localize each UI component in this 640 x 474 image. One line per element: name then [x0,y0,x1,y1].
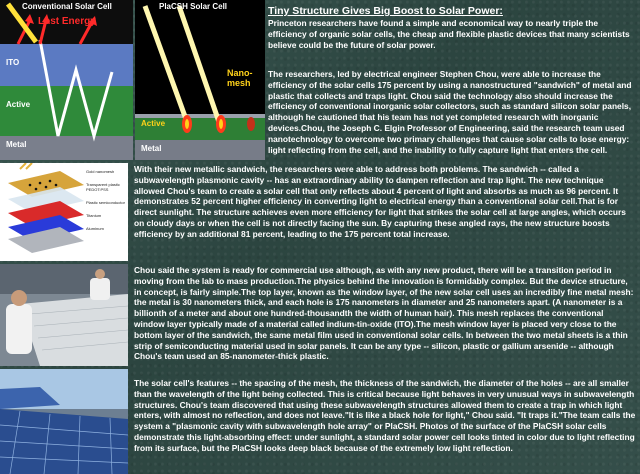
lost-energy-label: Lost Energy [38,16,96,27]
placsh-solar-cell-figure [135,0,265,160]
stack-legend [86,169,128,231]
stack-label-semiconductor: Plastic semiconductor [86,200,125,205]
conventional-title: Conventional Solar Cell [22,2,112,11]
placsh-active-label: Active [141,119,166,128]
article-title: Tiny Structure Gives Big Boost to Solar Power: [268,5,503,17]
stack-label-gold: Gold nanomesh [86,169,115,174]
metal-layer-label: Metal [6,140,27,149]
conventional-solar-cell-figure [0,0,133,160]
article-paragraph-1: Princeton researchers have found a simple and economical way to nearly triple the efficiency of organic solar cells, the cheap and flexible plastic devices that many scientists believe could be the future of solar power. [268,18,630,50]
article-paragraph-3: With their new metallic sandwich, the researchers were able to address both problems. The sandwich -- called a subwavelength plasmonic cavity -- has an extraordinary ability to dampen reflection and trap light. The new technique allowed Chou's team to create a solar cell that only reflects about 4 percent of light and absorbs as much as 96 percent. It demonstrates 52 percent higher efficiency in converting light to electrical energy than a conventional solar cell.That is for direct sunlight. The structure achieves even more efficiency for light that strikes the solar cell at large angles, which occurs on cloudy days or when the cell is not directly facing the sun. By capturing these angled rays, the new structure boosts efficiency by an additional 81 percent, leading to the 175 percent total increase. [134,164,626,239]
ito-layer-label: ITO [6,58,20,67]
layer-stack-figure [0,163,128,261]
stack-label-pedot: Transparent plastic PEDOT:PSS [86,182,120,192]
workers-photo [0,264,128,366]
solar-panels-illustration [0,369,128,474]
stack-label-titanium: Titanium [86,213,102,218]
placsh-metal-label: Metal [141,144,162,153]
article-paragraph-4: Chou said the system is ready for commercial use although, as with any new product, there will be a transition period in moving from the lab to mass production.The physics behind the innovation is formidably complex. But the device structure, in concept, is fairly simple.The top layer, known as the window layer, of the new solar cell uses an incredibly fine metal mesh: the metal is 30 nanometers thick, and each hole is 175 nanometers in diameter and 25 nanometers apart. (A nanometer is a billionth of a meter and about one hundred-thousandth the width of human hair). This mesh replaces the conventional window layer typically made of a material called indium-tin-oxide (ITO).The mesh window layer is placed very close to the bottom layer of the sandwich, the same metal film used in conventional solar cells. In between the two metal sheets is a thin strip of semiconducting material used in solar panels. It can be any type -- silicon, plastic or gallium arsenide -- although Chou's team used an 85-nanometer-thick plastic. [134,265,634,362]
placsh-title: PlaCSH Solar Cell [159,2,228,11]
article-paragraph-2: The researchers, led by electrical engineer Stephen Chou, were able to increase the efficiency of the solar cells 175 percent by using a nanostructured "sandwich" of metal and plastic that collects and traps light. Chou said the technology also should increase the efficiency of conventional inorganic solar collectors, such as standard silicon solar panels, although he cautioned that his team has not yet completed research with inorganic devices.Chou, the Joseph C. Elgin Professor of Engineering, said the research team used nanotechnology to overcome two primary challenges that cause solar cells to lose energy: light reflecting from the cell, and the inability to fully capture light that enters the cell. [268,69,632,155]
solar-panels-photo [0,369,128,474]
nanomesh-label: Nano- mesh [227,68,253,88]
article-paragraph-5: The solar cell's features -- the spacing of the mesh, the thickness of the sandwich, the diameter of the holes -- are all smaller than the wavelength of the light being collected. This is critical because light behaves in very unusual ways in subwavelength structures. Chou's team discovered that using these subwavelength structures allowed them to create a trap in which light enters, with almost no reflection, and does not leave."It is like a black hole for light," Chou said. "It traps it."The team calls the system a "plasmonic cavity with subwavelength hole array" or PlaCSH. Photos of the surface of the PlaCSH solar cells demonstrate this light-absorbing effect: under sunlight, a standard solar power cell looks tinted in color due to light reflecting from its surface, but the PlaCSH looks deep black because of the extremely low light reflection. [134,378,636,453]
workers-photo-illustration [0,264,128,366]
stack-label-aluminum: Aluminum [86,226,104,231]
active-layer-label: Active [6,100,31,109]
